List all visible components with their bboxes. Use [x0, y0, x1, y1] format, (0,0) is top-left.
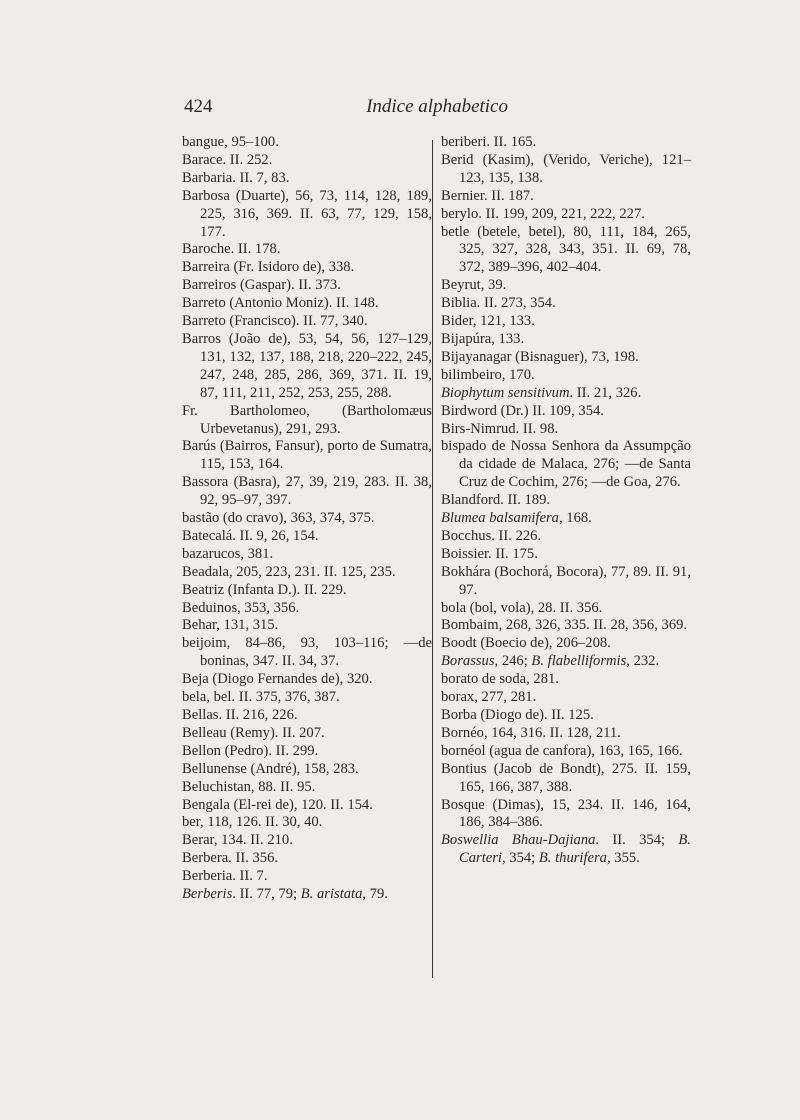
index-entry	[182, 886, 432, 904]
index-entry: Beadala, 205, 223, 231. II. 125, 235.	[182, 563, 396, 580]
index-entry: Berberia. II. 7.	[182, 868, 268, 885]
right-column	[441, 134, 691, 868]
index-entry: betle (betele, betel), 80, 111, 184, 265, 325, 327, 328, 343, 351. II. 69, 78, 372, 389–396, 402–404.	[441, 223, 691, 276]
index-entry: Belleau (Remy). II. 207.	[182, 724, 325, 741]
index-entry: Bider, 121, 133.	[441, 313, 535, 330]
index-entry: Bocchus. II. 226.	[441, 527, 542, 544]
index-entry: Bernier. II. 187.	[441, 187, 534, 204]
index-entry: Batecalá. II. 9, 26, 154.	[182, 527, 319, 544]
entry-text: . II. 21, 326.	[569, 384, 642, 401]
index-entry: Berar, 134. II. 210.	[182, 832, 293, 849]
entry-italic: B. flabelliformis	[531, 653, 627, 670]
index-entry: beijoim, 84–86, 93, 103–116; —de boninas, 347. II. 34, 37.	[182, 635, 432, 670]
index-entry: Berbera. II. 356.	[182, 850, 279, 867]
running-title: Indice alphabetico	[366, 96, 508, 117]
index-entry: Bijayanagar (Bisnaguer), 73, 198.	[441, 348, 639, 365]
entry-text: , 232.	[626, 653, 660, 670]
index-entry: bangue, 95–100.	[182, 134, 279, 150]
index-entry: Birdword (Dr.) II. 109, 354.	[441, 402, 604, 419]
index-entry	[441, 653, 691, 671]
index-entry: Berid (Kasim), (Verido, Veriche), 121–123, 135, 138.	[441, 151, 691, 186]
index-entry: ber, 118, 126. II. 30, 40.	[182, 814, 323, 831]
page-header	[184, 96, 508, 126]
index-entry: Bosque (Dimas), 15, 234. II. 146, 164, 186, 384–386.	[441, 796, 691, 831]
index-entry: Blandford. II. 189.	[441, 492, 551, 509]
index-entry: Bassora (Basra), 27, 39, 219, 283. II. 38, 92, 95–97, 397.	[182, 474, 432, 509]
index-entry	[441, 385, 691, 403]
index-entry: Borba (Diogo de). II. 125.	[441, 707, 594, 723]
entry-italic: Borassus	[441, 653, 495, 670]
entry-text: , 168.	[558, 510, 592, 527]
index-entry: bola (bol, vola), 28. II. 356.	[441, 599, 603, 616]
index-entry: Bokhára (Bochorá, Bocora), 77, 89. II. 91, 97.	[441, 563, 691, 598]
index-entry: Baroche. II. 178.	[182, 241, 281, 258]
entry-italic: B. thurifera	[538, 850, 607, 867]
index-entry	[441, 510, 691, 528]
index-entry	[441, 832, 691, 868]
index-entry: Bengala (El-rei de), 120. II. 154.	[182, 796, 373, 813]
left-column	[182, 134, 432, 904]
entry-text: , 79.	[362, 886, 388, 903]
index-entry: Fr. Bartholomeo, (Bartholomæus Urbevetanus), 291, 293.	[182, 402, 432, 437]
entry-italic: Biophytum sensitivum	[441, 384, 570, 401]
index-entry: borato de soda, 281.	[441, 671, 559, 688]
index-entry: Bellon (Pedro). II. 299.	[182, 742, 319, 759]
entry-text: , 355.	[606, 850, 640, 867]
index-entry: bela, bel. II. 375, 376, 387.	[182, 689, 340, 706]
index-entry: bispado de Nossa Senhora da Assumpção da cidade de Malaca, 276; —de Santa Cruz de Cochim, 276; —de Goa, 276.	[441, 438, 691, 491]
index-entry: beriberi. II. 165.	[441, 134, 537, 150]
index-entry: Barros (João de), 53, 54, 56, 127–129, 131, 132, 137, 188, 218, 220–222, 245, 247, 248, 285, 286, 369, 371. II. 19, 87, 111, 211, 252, 253, 255, 288.	[182, 330, 432, 401]
entry-italic: B. aristata	[300, 886, 363, 903]
index-entry: Barús (Bairros, Fansur), porto de Sumatra, 115, 153, 164.	[182, 438, 432, 473]
index-entry: Bornéo, 164, 316. II. 128, 211.	[441, 724, 621, 741]
index-entry: Barreiros (Gaspar). II. 373.	[182, 277, 341, 294]
index-entry: Bellas. II. 216, 226.	[182, 707, 298, 723]
index-entry: Barreto (Francisco). II. 77, 340.	[182, 313, 368, 330]
index-entry: Boodt (Boecio de), 206–208.	[441, 635, 611, 652]
index-entry: Barreira (Fr. Isidoro de), 338.	[182, 259, 355, 276]
index-entry: Beduinos, 353, 356.	[182, 599, 300, 616]
entry-italic: Berberis	[182, 886, 233, 903]
index-entry: Barbosa (Duarte), 56, 73, 114, 128, 189, 225, 316, 369. II. 63, 77, 129, 158, 177.	[182, 187, 432, 240]
entry-italic: B. Carteri	[459, 832, 691, 867]
index-entry: Barbaria. II. 7, 83.	[182, 169, 290, 186]
entry-text: . II. 354;	[595, 832, 679, 849]
index-entry: Bijapúra, 133.	[441, 330, 525, 347]
entry-italic: Blumea balsamifera	[441, 510, 559, 527]
column-divider	[432, 140, 433, 978]
index-entry: Boissier. II. 175.	[441, 545, 538, 562]
index-entry: bilimbeiro, 170.	[441, 366, 535, 383]
index-entry: Birs-Nimrud. II. 98.	[441, 420, 559, 437]
index-entry: Barace. II. 252.	[182, 151, 273, 168]
index-entry: Beatriz (Infanta D.). II. 229.	[182, 581, 347, 598]
index-entry: Beyrut, 39.	[441, 277, 507, 294]
index-entry: berylo. II. 199, 209, 221, 222, 227.	[441, 205, 645, 222]
index-entry: Bontius (Jacob de Bondt), 275. II. 159, 165, 166, 387, 388.	[441, 760, 691, 795]
entry-text: , 246;	[494, 653, 532, 670]
index-entry: bornéol (agua de canfora), 163, 165, 166.	[441, 742, 683, 759]
index-entry: Barreto (Antonio Moniz). II. 148.	[182, 295, 379, 312]
index-entry: Biblia. II. 273, 354.	[441, 295, 556, 312]
entry-text: . II. 77, 79;	[232, 886, 301, 903]
index-entry: Bellunense (André), 158, 283.	[182, 760, 359, 777]
index-entry: Beja (Diogo Fernandes de), 320.	[182, 671, 373, 688]
index-entry: Beluchistan, 88. II. 95.	[182, 778, 316, 795]
page-number: 424	[184, 96, 213, 117]
index-entry: Behar, 131, 315.	[182, 617, 279, 634]
index-entry: bazarucos, 381.	[182, 545, 274, 562]
entry-text: , 354;	[501, 850, 539, 867]
index-entry: borax, 277, 281.	[441, 689, 537, 706]
index-entry: Bombaim, 268, 326, 335. II. 28, 356, 369.	[441, 617, 688, 634]
entry-italic: Boswellia Bhau-Dajiana	[441, 832, 596, 849]
index-entry: bastão (do cravo), 363, 374, 375.	[182, 510, 375, 527]
